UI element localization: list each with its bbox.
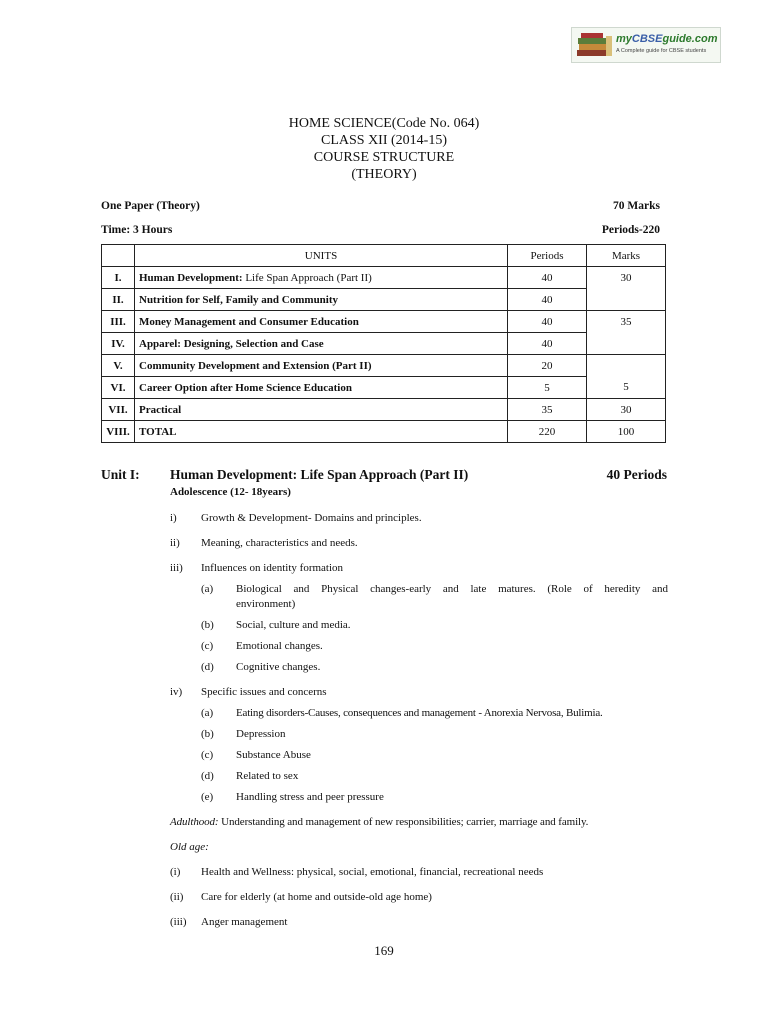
row-periods: 40 xyxy=(508,267,587,289)
old-age-label: Old age: xyxy=(170,841,209,853)
row-periods: 5 xyxy=(508,377,587,399)
table-row xyxy=(102,267,666,289)
list-item: Meaning, characteristics and needs. xyxy=(201,537,358,549)
sub-item: Depression xyxy=(236,728,286,740)
sub-item: Handling stress and peer pressure xyxy=(236,791,384,803)
row-unit-name: Human Development: Life Span Approach (Part II) xyxy=(135,267,508,289)
row-unit-name: Practical xyxy=(135,399,508,421)
unit-title: Human Development: Life Span Approach (Part II) xyxy=(170,467,469,482)
row-number: I. xyxy=(102,267,135,289)
row-marks xyxy=(587,333,666,355)
sub-item: Emotional changes. xyxy=(236,640,323,652)
list-item-number: ii) xyxy=(170,537,180,549)
sub-item-number: (a) xyxy=(201,707,214,719)
row-marks xyxy=(587,289,666,311)
paper-periods: Periods-220 xyxy=(601,224,660,236)
table-row xyxy=(102,399,666,421)
table-row xyxy=(102,311,666,333)
list-item-number: (iii) xyxy=(170,916,187,928)
list-item-number: iii) xyxy=(170,562,183,574)
sub-item-number: (c) xyxy=(201,640,214,652)
row-unit-name: TOTAL xyxy=(135,421,508,443)
units-table xyxy=(101,244,666,443)
table-row xyxy=(102,289,666,311)
sub-item: Related to sex xyxy=(236,770,299,782)
logo-tagline: A Complete guide for CBSE students xyxy=(616,48,707,54)
row-marks: 30 xyxy=(587,267,666,289)
table-header-units: UNITS xyxy=(135,245,508,267)
list-item: Influences on identity formation xyxy=(201,562,344,574)
row-periods: 220 xyxy=(508,421,587,443)
row-periods: 40 xyxy=(508,333,587,355)
adulthood-text: Understanding and management of new responsibilities; carrier, marriage and family. xyxy=(218,816,589,828)
list-item: Care for elderly (at home and outside-old age home) xyxy=(201,891,432,903)
adolescence-heading: Adolescence (12- 18years) xyxy=(170,486,291,498)
row-marks xyxy=(587,355,666,377)
row-number: VI. xyxy=(102,377,135,399)
row-periods: 35 xyxy=(508,399,587,421)
table-row xyxy=(102,355,666,377)
paper-label: One Paper (Theory) xyxy=(101,200,200,212)
row-marks: 35 xyxy=(587,311,666,333)
unit-label: Unit I: xyxy=(101,467,140,482)
unit-periods: 40 Periods xyxy=(606,467,667,482)
mycbseguide-logo xyxy=(571,27,721,63)
sub-item-number: (d) xyxy=(201,770,214,782)
row-unit-name: Money Management and Consumer Education xyxy=(135,311,508,333)
table-row xyxy=(102,333,666,355)
sub-item: Biological and Physical changes-early and late matures. (Role of heredity and xyxy=(236,583,668,595)
table-row xyxy=(102,421,666,443)
page-number: 169 xyxy=(374,943,394,958)
row-unit-name: Nutrition for Self, Family and Community xyxy=(135,289,508,311)
list-item: Anger management xyxy=(201,916,288,928)
books-icon xyxy=(576,32,614,58)
table-header-blank xyxy=(102,245,135,267)
row-number: V. xyxy=(102,355,135,377)
row-periods: 40 xyxy=(508,311,587,333)
table-header-row xyxy=(102,245,666,267)
sub-item-number: (d) xyxy=(201,661,214,673)
sub-item-number: (b) xyxy=(201,619,214,631)
row-unit-name: Career Option after Home Science Education xyxy=(135,377,508,399)
row-unit-name: Apparel: Designing, Selection and Case xyxy=(135,333,508,355)
adulthood-label: Adulthood: xyxy=(170,816,219,828)
title-line-4: (THEORY) xyxy=(351,167,417,182)
table-header-periods: Periods xyxy=(508,245,587,267)
sub-item-number: (a) xyxy=(201,583,214,595)
table-header-marks: Marks xyxy=(587,245,666,267)
title-line-1: HOME SCIENCE(Code No. 064) xyxy=(288,116,480,131)
row-marks: 5 xyxy=(587,377,666,399)
title-line-3: COURSE STRUCTURE xyxy=(313,150,455,165)
sub-item: Eating disorders-Causes, consequences and management - Anorexia Nervosa, Bulimia. xyxy=(236,707,603,719)
list-item: Specific issues and concerns xyxy=(201,686,327,698)
list-item-number: i) xyxy=(170,512,177,524)
row-number: III. xyxy=(102,311,135,333)
sub-item: Substance Abuse xyxy=(236,749,311,761)
row-number: VII. xyxy=(102,399,135,421)
row-periods: 20 xyxy=(508,355,587,377)
list-item-number: iv) xyxy=(170,686,183,698)
sub-item: Social, culture and media. xyxy=(236,619,351,631)
sub-item-number: (e) xyxy=(201,791,214,803)
title-line-2: CLASS XII (2014-15) xyxy=(321,133,447,148)
sub-item-number: (c) xyxy=(201,749,214,761)
row-marks: 30 xyxy=(587,399,666,421)
row-unit-name: Community Development and Extension (Part II) xyxy=(135,355,508,377)
list-item: Health and Wellness: physical, social, emotional, financial, recreational needs xyxy=(201,866,544,878)
paper-time: Time: 3 Hours xyxy=(101,224,173,236)
sub-item-number: (b) xyxy=(201,728,214,740)
paper-marks: 70 Marks xyxy=(613,200,660,212)
list-item-number: (i) xyxy=(170,866,181,878)
sub-item-continuation: environment) xyxy=(236,598,296,610)
adulthood-paragraph xyxy=(170,815,588,829)
row-number: II. xyxy=(102,289,135,311)
logo-brand: myCBSEguide.com xyxy=(616,33,718,45)
list-item-number: (ii) xyxy=(170,891,184,903)
list-item: Growth & Development- Domains and principles. xyxy=(201,512,422,524)
table-row xyxy=(102,377,666,399)
row-number: VIII. xyxy=(102,421,135,443)
row-marks: 100 xyxy=(587,421,666,443)
row-periods: 40 xyxy=(508,289,587,311)
sub-item: Cognitive changes. xyxy=(236,661,321,673)
row-number: IV. xyxy=(102,333,135,355)
